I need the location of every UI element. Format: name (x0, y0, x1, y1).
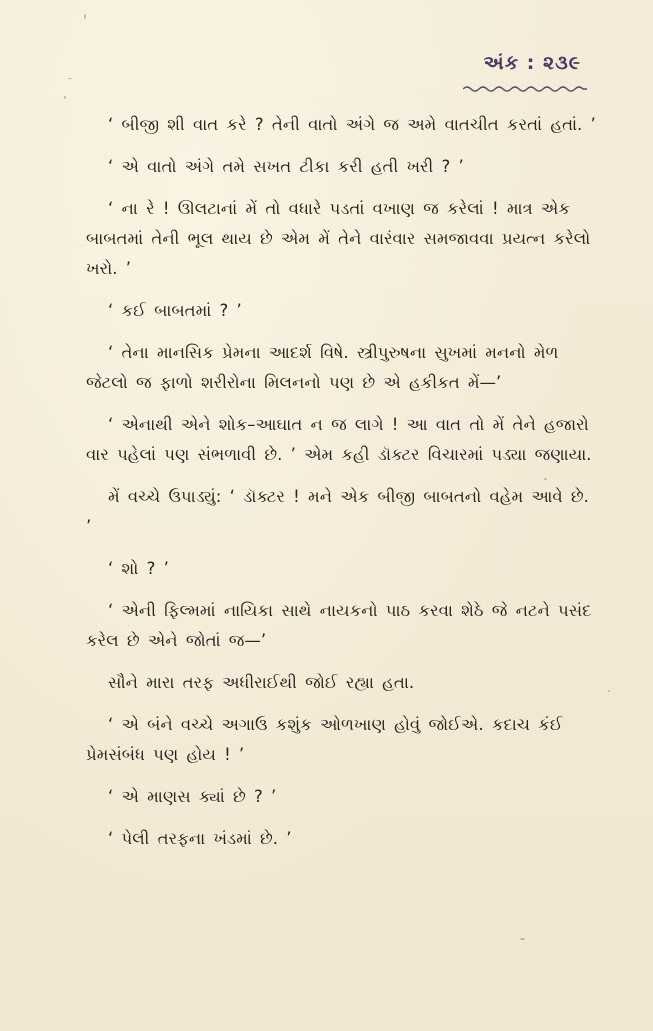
paragraph: ‘ પેલી તરફના ખંડમાં છે. ’ (108, 829, 292, 848)
paragraph: ‘ શો ? ’ (108, 559, 169, 578)
paragraph: મેં વચ્ચે ઉપાડ્યું: ‘ ડૉક્ટર ! મને એક બીજી બાબતનો વહેમ આવે છે. ’ (86, 487, 589, 536)
paragraph: ‘ એ બંને વચ્ચે અગાઉ કશુંક ઓળખાણ હોવું જોઈએ. કદાચ કંઈ પ્રેમસંબંધ પણ હોય ! ’ (86, 715, 563, 764)
paragraph: ‘ એ વાતો અંગે તમે સખત ટીકા કરી હતી ખરી ? ’ (108, 157, 464, 176)
paragraph: ‘ કઈ બાબતમાં ? ’ (108, 301, 242, 320)
paper-speck (64, 96, 66, 99)
paper-speck (544, 478, 547, 480)
paragraph: ‘ બીજી શી વાત કરે ? તેની વાતો અંગે જ અમે વાતચીત કરતાં હતાં. ’ (108, 115, 596, 134)
body-text (86, 110, 596, 866)
paragraph: ‘ તેના માનસિક પ્રેમના આદર્શ વિષે. સ્ત્રીપુરુષના સુખમાં મનનો મેળ જેટલો જ ફાળો શરીરોના મિલનનો પણ છે એ હકીકત મેં—’ (86, 343, 559, 392)
paragraph: ‘ એનાથી એને શોક–આઘાત ન જ લાગે ! આ વાત તો મેં તેને હજારો વાર પહેલાં પણ સંભળાવી છે. ’ એમ કહી ડૉક્ટર વિચારમાં પડ્યા જણાયા. (86, 415, 592, 464)
paragraph: ‘ એની ફિલ્મમાં નાયિકા સાથે નાયકનો પાઠ કરવા શેઠે જે નટને પસંદ કરેલ છે એને જોતાં જ—’ (86, 601, 592, 650)
paragraph: ‘ ના રે ! ઊલટાનાં મેં તો વધારે પડતાં વખાણ જ કરેલાં ! માત્ર એક બાબતમાં તેની ભૂલ થાય છે એમ મેં તેને વારંવાર સમજાવવા પ્રયત્ન કરેલો ખરો. ’ (86, 199, 591, 278)
paragraph: સૌને મારા તરફ અધીરાઈથી જોઈ રહ્યા હતા. (108, 673, 415, 692)
header-wavy-underline (463, 84, 587, 94)
paragraph: ‘ એ માણસ ક્યાં છે ? ’ (108, 787, 277, 806)
paper-speck (520, 938, 525, 940)
paper-speck (68, 78, 72, 79)
paper-speck (84, 14, 86, 19)
page-number-label: અંક : ૨૩૯ (483, 52, 581, 74)
paper-speck (608, 690, 610, 692)
